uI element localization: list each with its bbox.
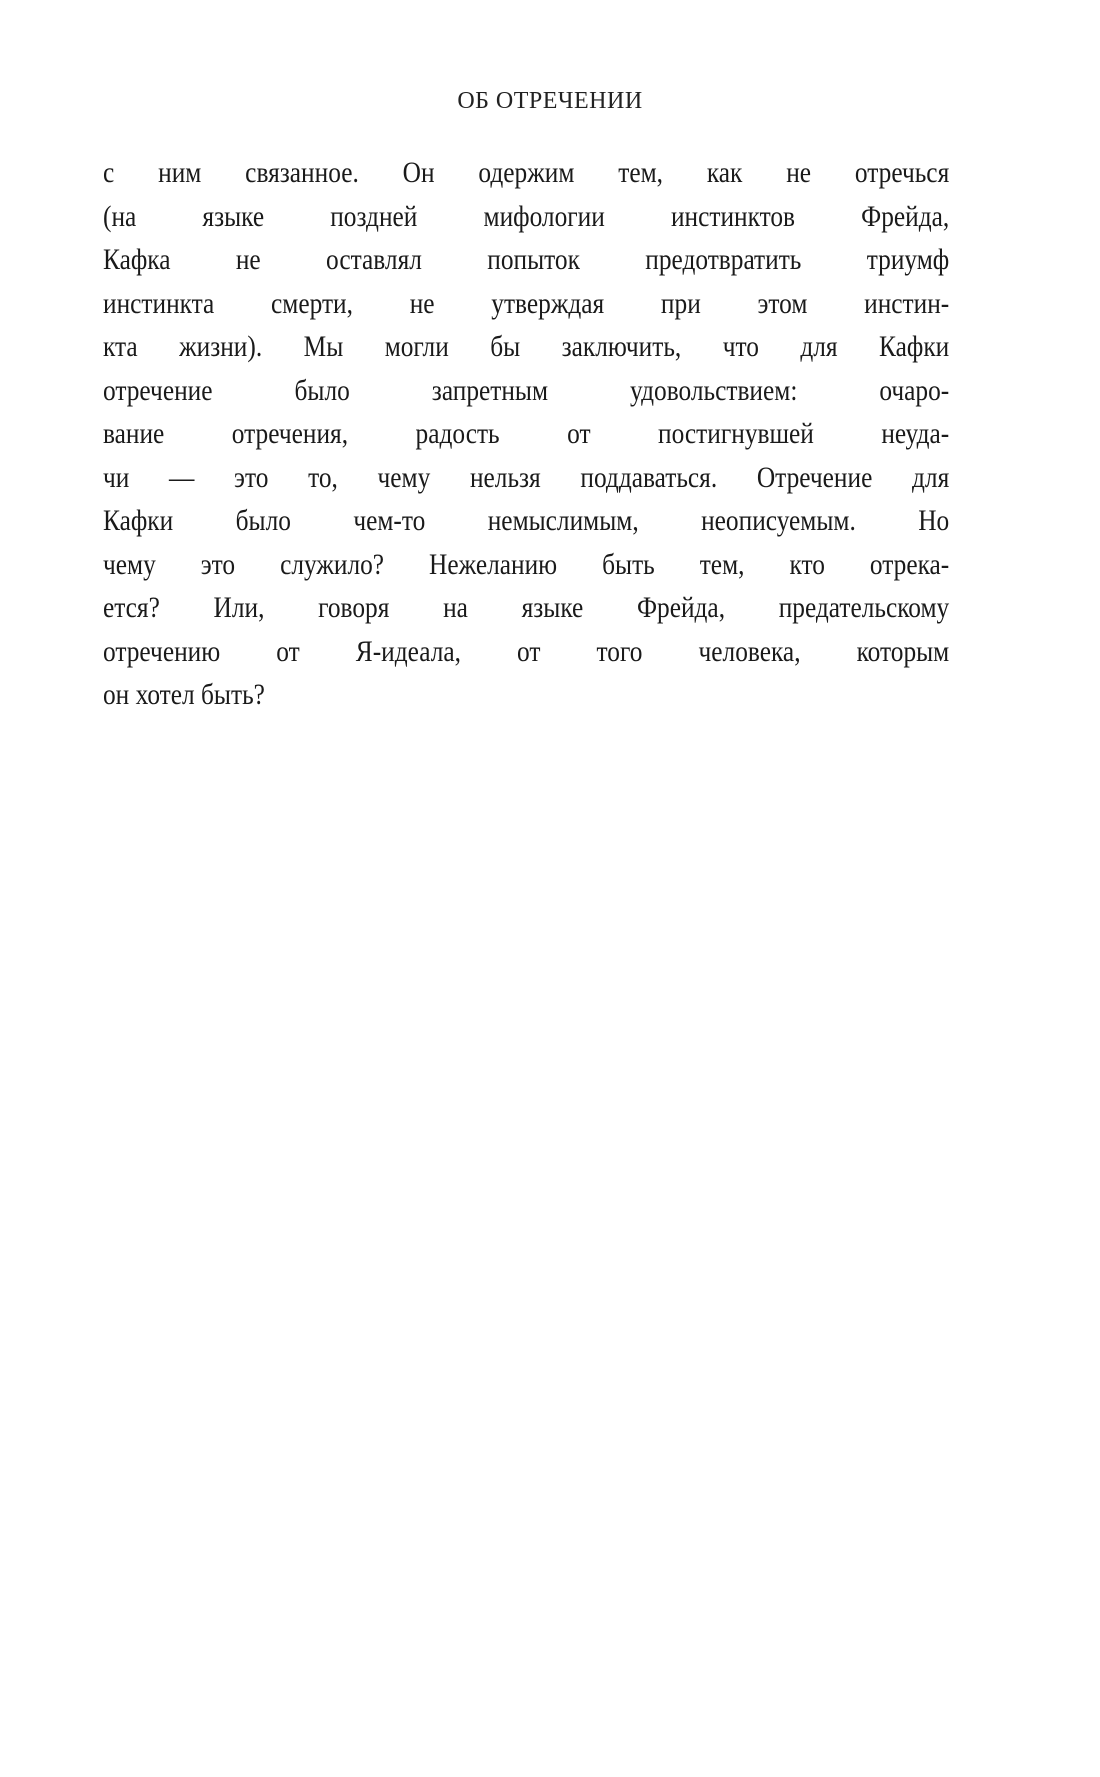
text-line: чи — это то, чему нельзя поддаваться. Отречение для (103, 461, 950, 494)
text-line: инстинкта смерти, не утверждая при этом инстин- (103, 287, 950, 320)
text-line: чему это служило? Нежеланию быть тем, кто отрека- (103, 548, 950, 581)
text-line: с ним связанное. Он одержим тем, как не отречься (103, 157, 950, 189)
text-line: отречение было запретным удовольствием: очаро- (103, 374, 950, 407)
text-line: кта жизни). Мы могли бы заключить, что для Кафки (103, 331, 950, 363)
text-line: отречению от Я-идеала, от того человека, которым (103, 635, 950, 668)
text-line: ется? Или, говоря на языке Фрейда, предательскому (103, 592, 950, 624)
body-text (103, 152, 949, 718)
text-line: Кафка не оставлял попыток предотвратить триумф (103, 244, 950, 276)
running-header: ОБ ОТРЕЧЕНИИ (457, 88, 643, 114)
text-line-last: он хотел быть? (103, 679, 265, 711)
text-line: вание отречения, радость от постигнувшей неуда- (103, 418, 950, 450)
text-line: (на языке поздней мифологии инстинктов Фрейда, (103, 200, 950, 233)
text-line: Кафки было чем-то немыслимым, неописуемым. Но (103, 505, 950, 537)
